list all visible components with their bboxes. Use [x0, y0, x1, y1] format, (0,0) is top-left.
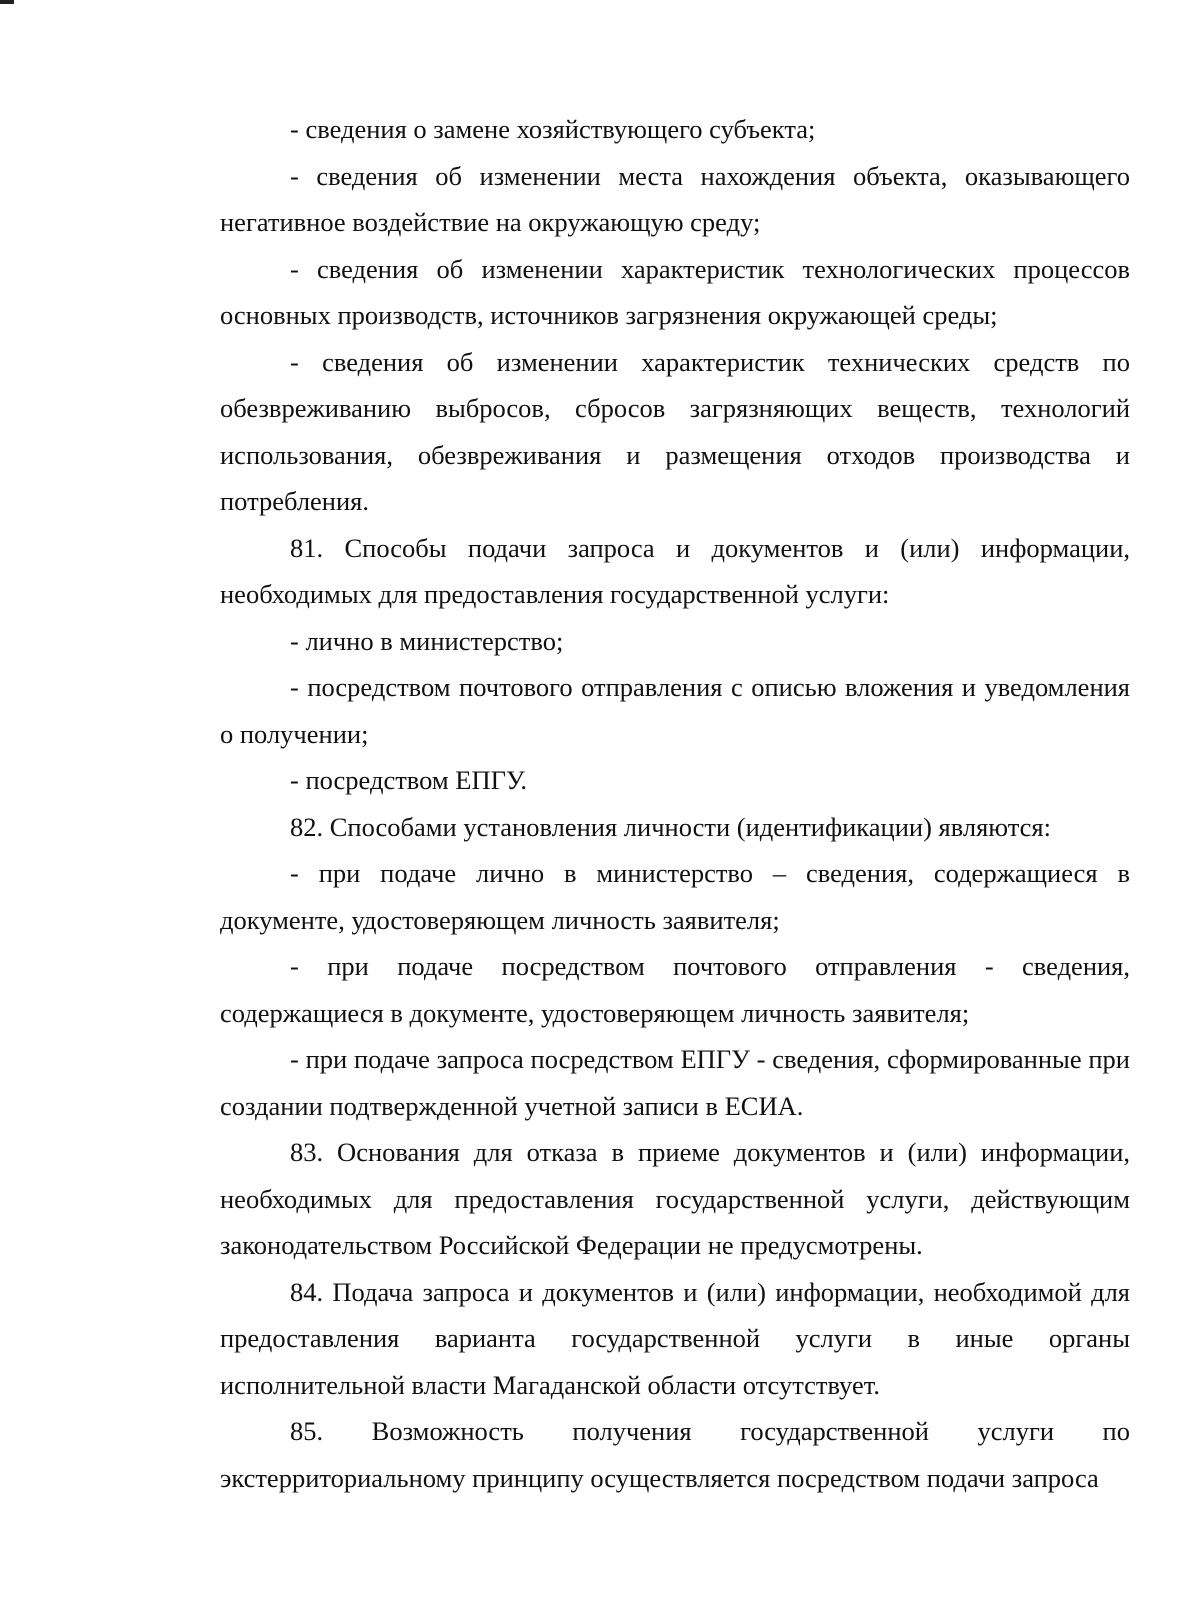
paragraph-change-of-location: - сведения об изменении места нахождения объекта, оказывающего негативное воздействие на окружающую среду;	[220, 160, 1130, 237]
paragraph-83-refusal-grounds: 83. Основания для отказа в приеме документов и (или) информации, необходимых для предоставления государственной услуги, действующим законодательством Российской Федерации не предусмотрены.	[220, 1137, 1130, 1260]
paragraph-85-extraterritorial: 85. Возможность получения государственной услуги по экстерриториальному принципу осуществляется посредством подачи запроса	[220, 1416, 1130, 1493]
document-body	[220, 106, 1130, 1501]
paragraph-84-other-bodies: 84. Подача запроса и документов и (или) информации, необходимой для предоставления варианта государственной услуги в иные органы исполнительной власти Магаданской области отсутствует.	[220, 1276, 1130, 1400]
paragraph-81-submission-methods: 81. Способы подачи запроса и документов и (или) информации, необходимых для предоставления государственной услуги:	[220, 532, 1130, 609]
list-item-identification-by-mail: - при подаче посредством почтового отправления - сведения, содержащиеся в документе, удостоверяющем личность заявителя;	[220, 951, 1130, 1028]
list-item-by-mail: - посредством почтового отправления с описью вложения и уведомления о получении;	[220, 672, 1130, 749]
list-item-identification-in-person: - при подаче лично в министерство – сведения, содержащиеся в документе, удостоверяющем личность заявителя;	[220, 858, 1130, 935]
scan-corner-mark	[0, 0, 14, 4]
list-item-via-epgu: - посредством ЕПГУ.	[290, 765, 527, 795]
list-item-identification-epgu: - при подаче запроса посредством ЕПГУ - сведения, сформированные при создании подтвержденной учетной записи в ЕСИА.	[220, 1044, 1130, 1121]
list-item-in-person: - лично в министерство;	[290, 625, 564, 656]
paragraph-82-identification-methods: 82. Способами установления личности (идентификации) являются:	[290, 811, 1051, 842]
paragraph-change-of-processes: - сведения об изменении характеристик технологических процессов основных производств, источников загрязнения окружающей среды;	[220, 253, 1130, 330]
paragraph-change-of-technical-means: - сведения об изменении характеристик технических средств по обезвреживанию выбросов, сбросов загрязняющих веществ, технологий использования, обезвреживания и размещения отходов производства и потребления.	[220, 346, 1130, 516]
paragraph-replacement-of-entity: - сведения о замене хозяйствующего субъекта;	[290, 114, 816, 144]
